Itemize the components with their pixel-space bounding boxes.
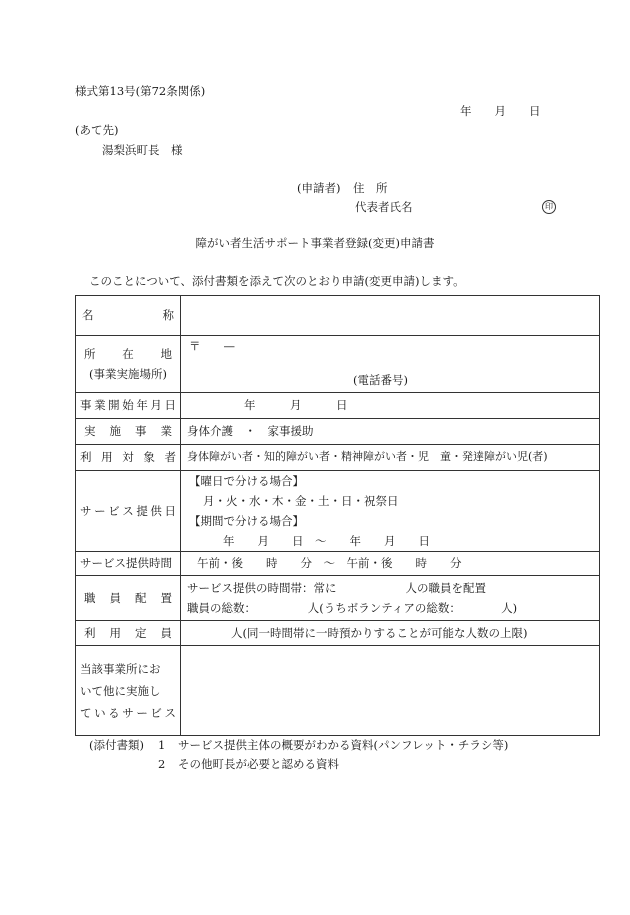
staff-line-2: 職員の総数： 人(うちボランティアの総数： 人) [187, 601, 518, 615]
address-label: 住 所 [353, 181, 388, 195]
label-capacity [76, 621, 181, 646]
row-staff [76, 576, 600, 621]
label-location-c2: 在 [122, 347, 134, 361]
input-start-date[interactable]: 年 月 日 [181, 393, 600, 419]
period-heading: 【期間で分ける場合】 [189, 514, 304, 528]
input-users[interactable]: 身体障がい者・知的障がい者・精神障がい者・児 童・発達障がい児(者) [181, 445, 600, 471]
intro-text: このことについて、添付書類を添えて次のとおり申請(変更申請)します。 [89, 274, 465, 288]
application-table [75, 295, 600, 736]
row-location [76, 336, 600, 393]
attachments-label: (添付書類) [89, 738, 144, 752]
label-hours: サービス提供時間 [76, 552, 181, 576]
document-title: 障がい者生活サポート事業者登録(変更)申請書 [195, 236, 435, 250]
form-number: 様式第13号(第72条関係) [75, 84, 206, 98]
input-capacity[interactable]: 人(同一時間帯に一時預かりすることが可能な人数の上限) [181, 621, 600, 646]
input-location[interactable] [181, 336, 600, 393]
row-days [76, 471, 600, 552]
applicant-label: (申請者) [297, 181, 341, 195]
period-values: 年 月 日 ～ 年 月 日 [223, 534, 430, 548]
label-location-text [80, 344, 176, 384]
label-location-c3: 地 [160, 347, 172, 361]
row-name [76, 296, 600, 336]
postal-mark: 〒 — [189, 339, 235, 353]
weekday-values: 月・火・水・木・金・土・日・祝祭日 [203, 494, 399, 508]
row-users [76, 445, 600, 471]
label-days [76, 471, 181, 552]
row-capacity [76, 621, 600, 646]
label-capacity-text: 利 用 定 員 [84, 625, 172, 640]
input-staff[interactable] [181, 576, 600, 621]
date-line: 年 月 日 [460, 104, 541, 118]
input-days[interactable] [181, 471, 600, 552]
attachment-text-1: サービス提供主体の概要がわかる資料(パンフレット・チラシ等) [178, 738, 509, 752]
seal-mark: 印 [542, 200, 556, 214]
row-other-services [76, 646, 600, 736]
label-users-text: 利 用 対 象 者 [80, 450, 176, 465]
staff-line-1: サービス提供の時間帯：常に 人の職員を配置 [187, 581, 486, 595]
row-hours [76, 552, 600, 576]
label-days-text: サ ー ビ ス 提 供 日 [80, 503, 176, 518]
row-services [76, 419, 600, 445]
label-location-main [80, 344, 176, 364]
input-other-services[interactable] [181, 646, 600, 736]
addressee-label: (あて先) [75, 123, 119, 137]
label-location [76, 336, 181, 393]
input-services[interactable]: 身体介護 ・ 家事援助 [181, 419, 600, 445]
label-start-date-text: 事 業 開 始 年 月 日 [80, 398, 176, 413]
row-start-date [76, 393, 600, 419]
label-location-c1: 所 [84, 347, 96, 361]
label-other-services [76, 646, 181, 736]
label-other-text: 当該事業所にお いて他に実施し て い る サ ー ビ ス [80, 661, 176, 720]
label-start-date [76, 393, 181, 419]
attachment-num-2: 2 [158, 757, 166, 771]
label-name-char-1: 名 [82, 308, 94, 323]
addressee: 湯梨浜町長 様 [102, 143, 183, 157]
label-staff-text: 職 員 配 置 [84, 590, 172, 605]
phone-label: (電話番号) [353, 373, 408, 388]
attachment-text-2: その他町長が必要と認める資料 [178, 757, 339, 771]
label-staff [76, 576, 181, 621]
input-name[interactable] [181, 296, 600, 336]
label-name-text [80, 308, 176, 323]
input-hours[interactable]: 午前・後 時 分 ～ 午前・後 時 分 [181, 552, 600, 576]
label-services-text: 実 施 事 業 [84, 424, 172, 439]
attachment-num-1: 1 [158, 738, 166, 752]
label-services [76, 419, 181, 445]
weekday-heading: 【曜日で分ける場合】 [189, 474, 304, 488]
representative-label: 代表者氏名 [355, 200, 413, 214]
label-name [76, 296, 181, 336]
label-location-sub: (事業実施場所) [89, 367, 167, 381]
label-name-char-2: 称 [162, 308, 174, 323]
label-users [76, 445, 181, 471]
